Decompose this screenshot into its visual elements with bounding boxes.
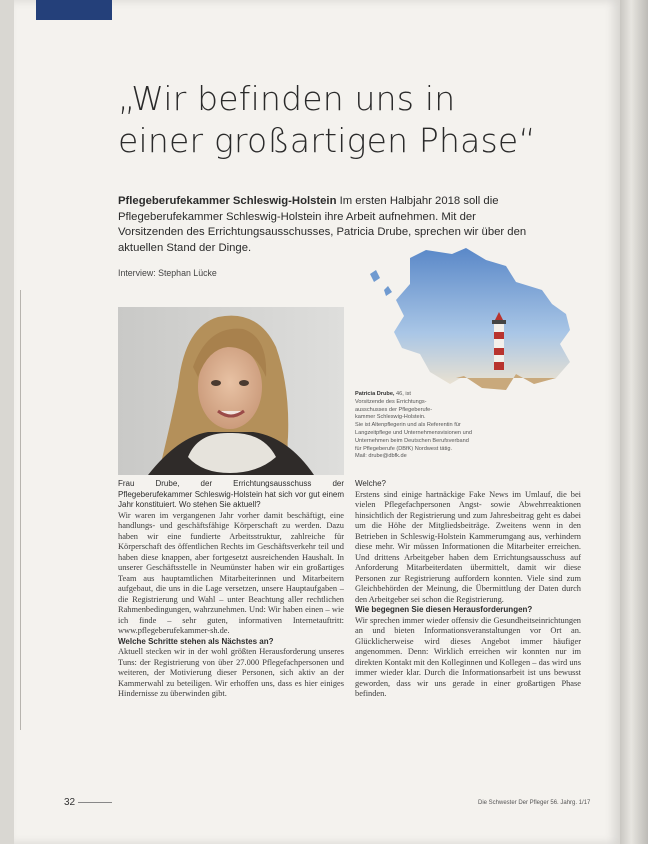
adjacent-page-edge xyxy=(620,0,648,844)
lede-organization: Pflegeberufekammer Schleswig-Holstein xyxy=(118,195,337,207)
headline xyxy=(118,78,588,162)
lede-text: Im ersten Halbjahr 2018 soll die Pflegeberufekammer Schleswig-Holstein ihre Arbeit aufnehmen. Mit der Vorsitzenden des Errichtungsausschusses, Patricia Drube, sprechen wir über den aktuellen Stand der Dinge. xyxy=(118,195,527,254)
caption-line: Unternehmen beim Deutschen Berufsverband xyxy=(355,437,469,444)
caption-line: ausschusses der Pflegeberufe- xyxy=(355,406,433,413)
headline-line-1: „Wir befinden uns in xyxy=(118,79,456,118)
caption-line: kammer Schleswig-Holstein. xyxy=(355,414,426,421)
caption-line: 46, ist xyxy=(396,391,411,397)
caption-line: Sie ist Altenpflegerin und als Referentin für xyxy=(355,422,461,429)
interview-answer: Wir waren im vergangenen Jahr vorher damit beschäftigt, eine handlungs- und geschäftsfähige Körperschaft zu werden. Dazu haben wir eine fundierte Arbeitsstruktur, zahlreiche für Körperschaft des öffentlichen Rechts im Geschäftsverkehr teil und haben diese knappen, aber fortgesetzt ausreichenden Haushalt. In unserer Geschäftsstelle in Neumünster haben wir ein großartiges Team aus hauptamtlichen Mitarbeiterinnen und Mitarbeitern aufgebaut, die uns in die Lage versetzen, unsere Hauptaufgaben – die Registrierung und Wahl – unter Beachtung aller rechtlichen Rahmenbedingungen, wahrzunehmen. Und: Wir haben einen – wie ich finde – sehr guten, informativen Internetauftritt: www.pflegeberufekammer-sh.de. xyxy=(118,510,344,635)
map-illustration xyxy=(356,244,582,404)
caption-line: für Pflegeberufe (DBfK) Nordwest tätig. xyxy=(355,445,453,452)
interview-question: Welche? xyxy=(355,479,386,488)
portrait-photo xyxy=(118,307,344,475)
article-column-left xyxy=(118,479,344,700)
section-color-tab xyxy=(36,0,112,20)
headline-line-2: einer großartigen Phase“ xyxy=(118,121,536,160)
caption-name: Patricia Drube, xyxy=(355,391,395,397)
interview-answer: Erstens sind einige hartnäckige Fake News im Umlauf, die bei vielen Pflegefachpersonen Angst- sowie Abwehrreaktionen hinsichtlich der Registrierung und zum Jahresbeitrag geht es dabei um die Höhe der Mitgliedsbeiträge. Zweitens wenn in den Betrieben in Schleswig-Holstein Kammerumgang aus, verhindern diese mehr. Wir müssen Informationen die Mitarbeiter erreichen. Und drittens Arbeitgeber haben dem Errichtungsausschuss auf Anforderung Mitarbeiterdaten übermittelt, damit wir diese Personen zur Registrierung auffordern konnten. Viele sind zum Gleichbehörden der Meinung, die Übermittlung der Daten durch den Arbeitgeber sei schon die Registrierung. xyxy=(355,489,581,604)
photo-caption xyxy=(355,391,525,461)
portrait-illustration xyxy=(118,307,344,475)
gutter-rule xyxy=(20,290,21,730)
page-number-rule xyxy=(78,802,112,803)
page-number: 32 xyxy=(64,797,76,808)
caption-line: Vorsitzende des Errichtungs- xyxy=(355,398,427,405)
interview-credit: Interview: Stephan Lücke xyxy=(118,268,217,278)
schleswig-holstein-map xyxy=(356,244,582,404)
interview-question: Frau Drube, der Errichtungsausschuss der Pflegeberufekammer Schleswig-Holstein hat sich vor gut einem Jahr konstituiert. Wo stehen Sie aktuell? xyxy=(118,479,344,509)
interview-answer: Wir sprechen immer wieder offensiv die Gesundheitseinrichtungen an und bieten Informationsveranstaltungen vor Ort an. Glücklicherweise wird dieses Angebot immer häufiger angenommen. Denn: Wirklich erreichen wir konnten nur im direkten Kontakt mit den Kolleginnen und Kollegen – das wird uns immer wieder klar. Durch die Informationsarbeit ist uns bewusst geworden, dass wir uns gerade in einer großartigen Phase befinden. xyxy=(355,615,581,698)
caption-email: Mail: drube@dbfk.de xyxy=(355,453,407,460)
interview-answer: Aktuell stecken wir in der wohl größten Herausforderung unseres Tuns: der Registrierung von über 27.000 Pflegefachpersonen und weiteren, der Motivierung dieser Personen, sich aktiv an der Kammerwahl zu beteiligen. Wir erhoffen uns, dass es hier einiges Hindernisse zu überwinden gibt. xyxy=(118,647,344,698)
article-column-right xyxy=(355,479,581,700)
footer-publication: Die Schwester Der Pfleger 56. Jahrg. 1/17 xyxy=(478,800,591,806)
caption-line: Langzeitpflege und Unternehmensvisionen und xyxy=(355,429,472,436)
interview-question: Welche Schritte stehen als Nächstes an? xyxy=(118,636,274,646)
interview-question: Wie begegnen Sie diesen Herausforderungen? xyxy=(355,605,533,614)
